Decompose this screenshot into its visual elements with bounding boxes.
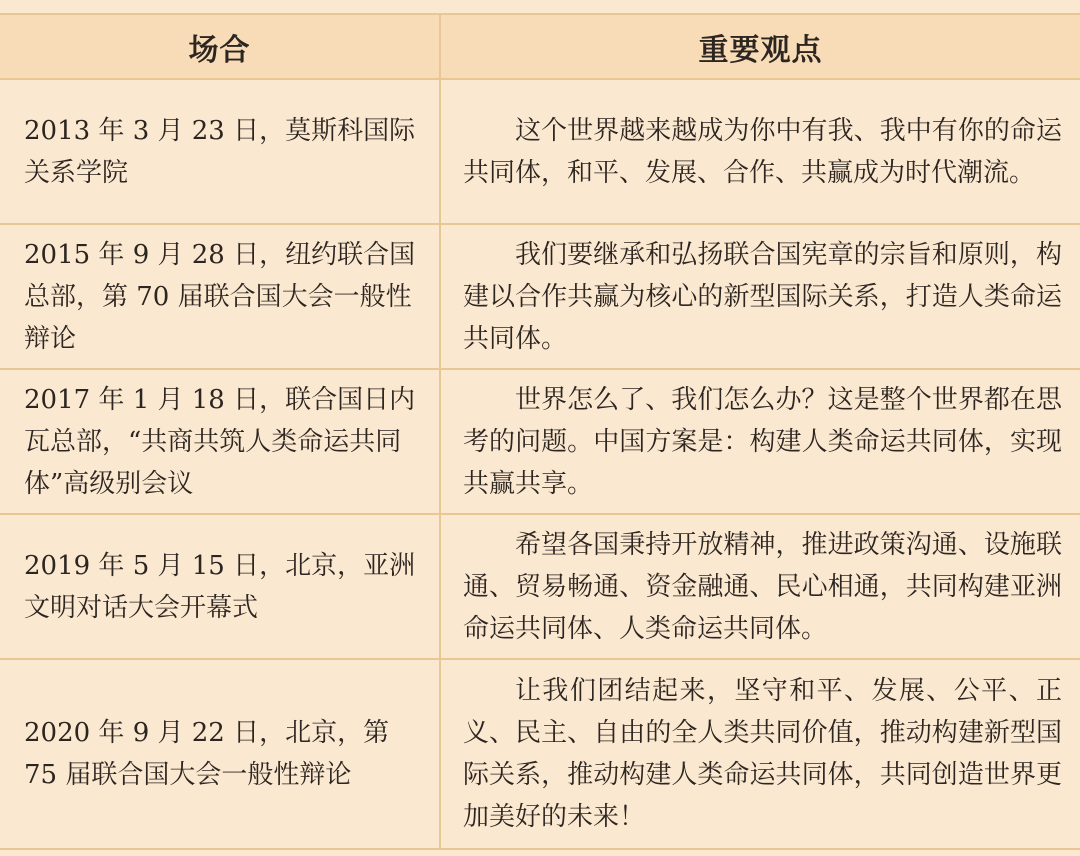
viewpoints-table	[0, 13, 1080, 850]
table-row	[0, 224, 1080, 369]
viewpoint-cell	[440, 369, 1080, 514]
occasion-cell: 2020 年 9 月 22 日，北京，第 75 届联合国大会一般性辩论	[0, 659, 440, 849]
viewpoint-cell	[440, 224, 1080, 369]
viewpoints-table-container	[0, 13, 1080, 850]
viewpoint-cell	[440, 659, 1080, 849]
viewpoint-text: 我们要继承和弘扬联合国宪章的宗旨和原则，构建以合作共赢为核心的新型国际关系，打造人类命运共同体。	[463, 239, 1062, 354]
occasion-cell: 2013 年 3 月 23 日，莫斯科国际关系学院	[0, 79, 440, 224]
table-header-row	[0, 14, 1080, 79]
column-header-viewpoint: 重要观点	[440, 14, 1080, 79]
table-row	[0, 79, 1080, 224]
viewpoint-text: 希望各国秉持开放精神，推进政策沟通、设施联通、贸易畅通、资金融通、民心相通，共同构建亚洲命运共同体、人类命运共同体。	[463, 529, 1062, 644]
viewpoint-text: 这个世界越来越成为你中有我、我中有你的命运共同体，和平、发展、合作、共赢成为时代潮流。	[463, 115, 1062, 188]
occasion-cell: 2017 年 1 月 18 日，联合国日内瓦总部，“共商共筑人类命运共同体”高级别会议	[0, 369, 440, 514]
viewpoint-cell	[440, 514, 1080, 659]
viewpoint-text: 让我们团结起来，坚守和平、发展、公平、正义、民主、自由的全人类共同价值，推动构建新型国际关系，推动构建人类命运共同体，共同创造世界更加美好的未来！	[463, 676, 1062, 832]
table-row	[0, 369, 1080, 514]
viewpoint-cell	[440, 79, 1080, 224]
viewpoint-text: 世界怎么了、我们怎么办？这是整个世界都在思考的问题。中国方案是：构建人类命运共同体，实现共赢共享。	[463, 384, 1062, 499]
table-row	[0, 659, 1080, 849]
occasion-cell: 2015 年 9 月 28 日，纽约联合国总部，第 70 届联合国大会一般性辩论	[0, 224, 440, 369]
column-header-occasion: 场合	[0, 14, 440, 79]
table-row	[0, 514, 1080, 659]
occasion-cell: 2019 年 5 月 15 日，北京，亚洲文明对话大会开幕式	[0, 514, 440, 659]
